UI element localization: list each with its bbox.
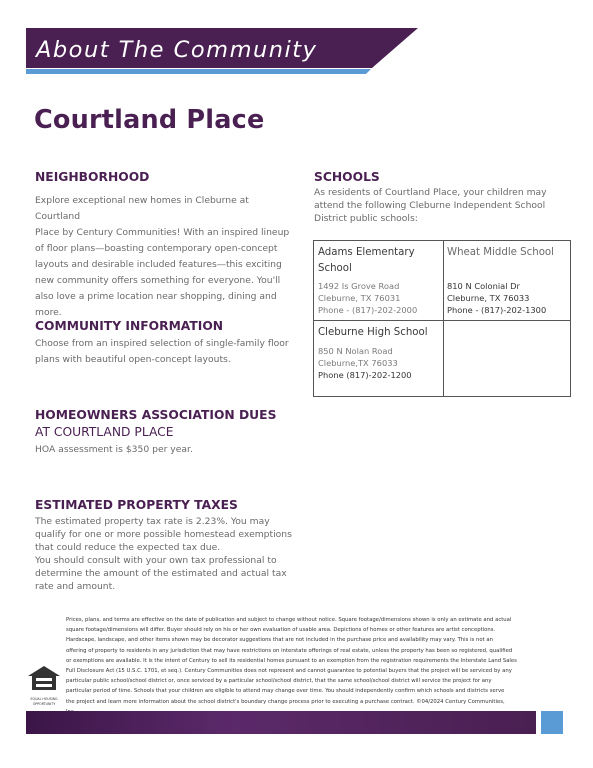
- disclaimer-line: square footage/dimensions will differ. Buyer should rely on his or her own evaluation of usable area. Depictions of homes or other features are artist conceptions.: [66, 627, 496, 634]
- property-taxes-line: qualify for one or more possible homestead exemptions: [35, 529, 292, 540]
- property-taxes-line: determine the amount of the estimated and actual tax: [35, 568, 287, 579]
- school-name: Cleburne High School: [318, 327, 428, 338]
- property-taxes-line: The estimated property tax rate is 2.23%. You may: [35, 516, 270, 527]
- property-taxes-heading: ESTIMATED PROPERTY TAXES: [35, 498, 238, 512]
- house-icon: [27, 665, 61, 691]
- property-taxes-line: You should consult with your own tax professional to: [35, 555, 277, 566]
- equal-housing-logo: [27, 665, 61, 706]
- disclaimer-line: Hardscape, landscape, and other items shown may be decorator suggestions that are not included in the purchase price and availability may vary. This is not an: [66, 637, 493, 644]
- school-phone: Phone - (817)-202-2000: [318, 305, 418, 315]
- neighborhood-line: of floor plans—boasting contemporary open-concept: [35, 243, 278, 254]
- community-information-text: [35, 336, 295, 368]
- schools-intro-line: As residents of Courtland Place, your children may: [314, 187, 547, 198]
- schools-intro-line: District public schools:: [314, 213, 418, 224]
- neighborhood-line: more.: [35, 307, 62, 318]
- property-taxes-line: rate and amount.: [35, 581, 116, 592]
- disclaimer-line: offering of property to residents in any jurisdiction that may have restrictions on interstate offerings of real estate, unless the property has been so registered, qualified: [66, 647, 513, 654]
- disclaimer-line: particular public school/school district or, once serviced by a particular school/school district, that the same school/school district will service the project for any: [66, 678, 492, 685]
- school-address: 1492 Is Grove Road: [318, 281, 400, 291]
- hoa-heading: HOMEOWNERS ASSOCIATION DUES: [35, 408, 277, 422]
- schools-intro-line: attend the following Cleburne Independent School: [314, 200, 546, 211]
- disclaimer-line: Prices, plans, and terms are effective on the date of publication and subject to change without notice. Square footage/dimensions shown is only an estimate and actual: [66, 617, 512, 623]
- neighborhood-line: also love a prime location near shopping, dining and: [35, 291, 277, 302]
- header-banner: [26, 28, 418, 74]
- community-information-heading: COMMUNITY INFORMATION: [35, 319, 224, 333]
- school-address: 810 N Colonial Dr: [447, 281, 520, 291]
- hoa-subheading: AT COURTLAND PLACE: [35, 425, 174, 439]
- school-address: 850 N Nolan Road: [318, 346, 393, 356]
- equal-housing-text: EQUAL HOUSING: [30, 697, 58, 701]
- schools-heading: SCHOOLS: [314, 170, 380, 184]
- school-phone: Phone - (817)-202-1300: [447, 305, 547, 315]
- footer-accent: [541, 711, 563, 734]
- property-taxes-line: that could reduce the expected tax due.: [35, 542, 221, 553]
- school-city: Cleburne, TX 76031: [318, 293, 401, 303]
- school-city: Cleburne, TX 76033: [447, 293, 530, 303]
- banner-title: About The Community: [36, 37, 318, 63]
- schools-table: [313, 240, 571, 397]
- table-divider: [314, 320, 570, 321]
- disclaimer-line: or exemptions are available. It is the intent of Century to sell its residential homes pursuant to an exemption from the registration requirements the Interstate Land Sales: [66, 657, 517, 664]
- community-name: Courtland Place: [34, 105, 265, 135]
- school-name: Wheat Middle School: [447, 247, 554, 258]
- school-name: Adams Elementary: [318, 247, 415, 258]
- neighborhood-line: Place by Century Communities! With an inspired lineup: [35, 227, 290, 238]
- school-phone: Phone (817)-202-1200: [318, 370, 412, 380]
- neighborhood-line: Explore exceptional new homes in Cleburne at Courtland: [35, 195, 249, 222]
- school-name: School: [318, 263, 352, 274]
- property-taxes-text: [35, 515, 295, 593]
- school-cell-wheat: [447, 245, 569, 316]
- school-city: Cleburne,TX 76033: [318, 358, 398, 368]
- neighborhood-line: new community offers something for everyone. You'll: [35, 275, 281, 286]
- disclaimer-line: particular period of time. Schools that your children are eligible to attend may change over time. You should independently confirm which schools and districts serve: [66, 688, 505, 695]
- disclaimer-line: Full Disclosure Act (15 U.S.C. 1701, et seq.). Century Communities does not represent and cannot guarantee to potential buyers that the project will be serviced by any: [66, 668, 512, 675]
- table-divider: [443, 241, 444, 396]
- school-cell-adams: [318, 245, 440, 316]
- disclaimer-line: the project and learn more information about the school district's boundary change process prior to executing a purchase contract. ©04/2024 Century Communities,: [66, 698, 505, 705]
- schools-intro: [314, 186, 570, 225]
- neighborhood-text: [35, 193, 295, 321]
- hoa-text: HOA assessment is $350 per year.: [35, 444, 193, 455]
- neighborhood-line: layouts and desirable included features—this exciting: [35, 259, 282, 270]
- community-information-line: plans with beautiful open-concept layouts.: [35, 354, 231, 365]
- equal-housing-text: OPPORTUNITY: [32, 702, 56, 706]
- footer-bar: [26, 711, 536, 734]
- neighborhood-heading: NEIGHBORHOOD: [35, 170, 150, 184]
- community-information-line: Choose from an inspired selection of single-family floor: [35, 338, 289, 349]
- school-cell-cleburne-high: [318, 325, 440, 381]
- legal-disclaimer: [66, 615, 560, 717]
